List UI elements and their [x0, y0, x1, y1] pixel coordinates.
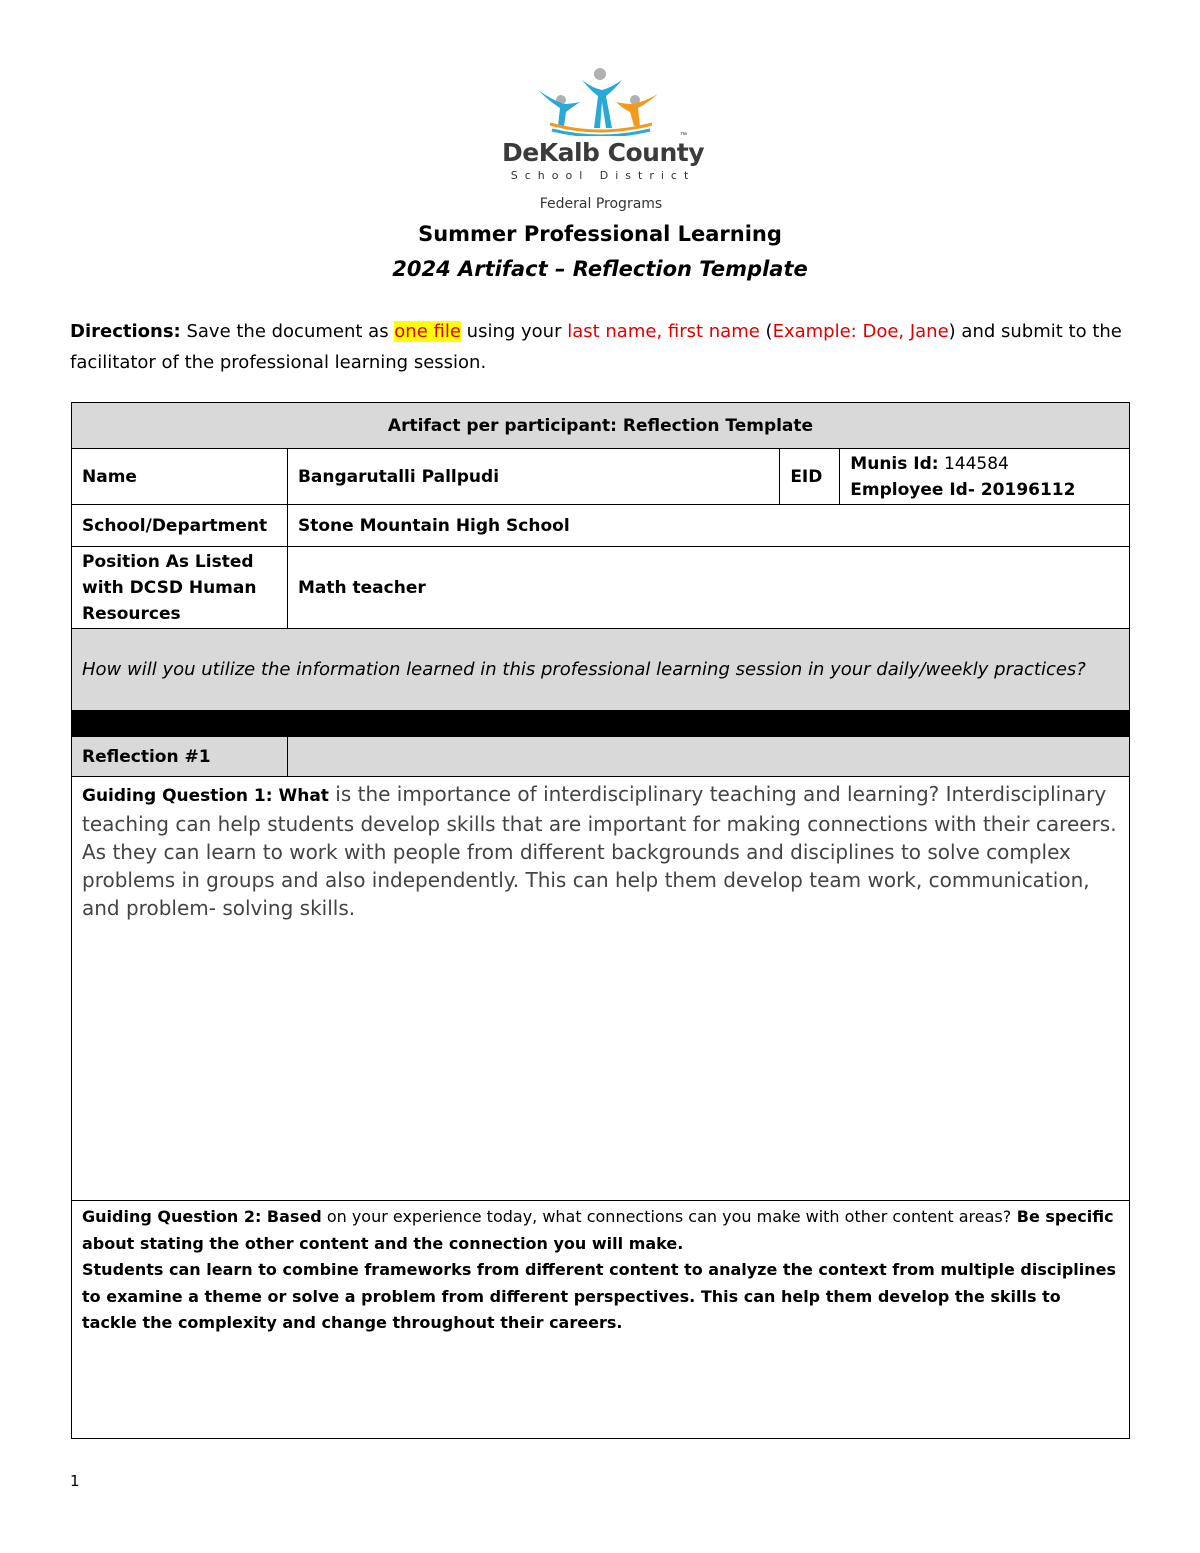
directions-example: Example: Doe, Jane	[772, 321, 949, 342]
position-value[interactable]: Math teacher	[287, 547, 1129, 629]
district-logo	[490, 66, 710, 216]
page-subtitle: 2024 Artifact – Reflection Template	[392, 257, 808, 281]
guiding-question-2-answer: Students can learn to combine frameworks from different content to analyze the context from multiple disciplines to examine a theme or solve a problem from different perspectives. This can help them develop the skills to tackle the complexity and change throughout their careers.	[82, 1260, 1117, 1332]
org-name: DeKalb County	[502, 138, 704, 167]
eid-label: EID	[780, 449, 840, 505]
page-number: 1	[70, 1472, 80, 1490]
reflection-value[interactable]	[287, 737, 1129, 777]
guiding-question-1-label: Guiding Question 1: What	[82, 786, 329, 806]
guiding-question-2-label: Guiding Question 2: Based	[82, 1207, 322, 1226]
directions-paragraph	[70, 316, 1130, 378]
guiding-question-1-cell[interactable]	[72, 777, 1130, 1201]
munis-value: 144584	[938, 453, 1009, 474]
school-value[interactable]: Stone Mountain High School	[287, 505, 1129, 547]
directions-text-1: Save the document as	[180, 321, 395, 342]
guiding-question-2-cell[interactable]	[72, 1201, 1130, 1439]
directions-text-3: (	[759, 321, 773, 342]
directions-text-4: ) and submit to the facilitator of the professional learning session.	[70, 321, 1122, 373]
position-label: Position As Listed with DCSD Human Resources	[72, 547, 288, 629]
org-sub: School District	[510, 169, 696, 182]
logo-figures-icon	[530, 66, 670, 136]
munis-label: Munis Id:	[850, 453, 939, 474]
school-label: School/Department	[72, 505, 288, 547]
reflection-form-table	[71, 402, 1130, 1439]
eid-value[interactable]	[840, 449, 1130, 505]
guiding-question-1-text: is the importance of interdisciplinary teaching and learning? Interdisciplinary teaching can help students develop skills that are important for making connections with their careers. As they can learn to work with people from different backgrounds and disciplines to solve complex problems in groups and also independently. This can help them develop team work, communication, and problem- solving skills.	[82, 782, 1117, 920]
department-name: Federal Programs	[539, 196, 663, 212]
directions-last-first: last name, first name	[567, 321, 760, 342]
name-value[interactable]: Bangarutalli Pallpudi	[287, 449, 779, 505]
form-header: Artifact per participant: Reflection Template	[72, 403, 1130, 449]
directions-one-file: one file	[394, 321, 461, 342]
guiding-question-2-prompt: on your experience today, what connections can you make with other content areas?	[321, 1207, 1012, 1226]
reflection-label: Reflection #1	[72, 737, 288, 777]
utilization-question: How will you utilize the information learned in this professional learning session in your daily/weekly practices?	[72, 629, 1130, 711]
trademark: ™	[680, 132, 687, 139]
employee-id: Employee Id- 20196112	[850, 479, 1076, 500]
guiding-question-2-instruction: Be specific about stating the other content and the connection you will make.	[82, 1207, 1114, 1253]
name-label: Name	[72, 449, 288, 505]
divider-bar	[72, 711, 1130, 737]
directions-label: Directions:	[70, 321, 181, 342]
directions-text-2: using your	[460, 321, 568, 342]
page-title: Summer Professional Learning	[418, 222, 782, 246]
